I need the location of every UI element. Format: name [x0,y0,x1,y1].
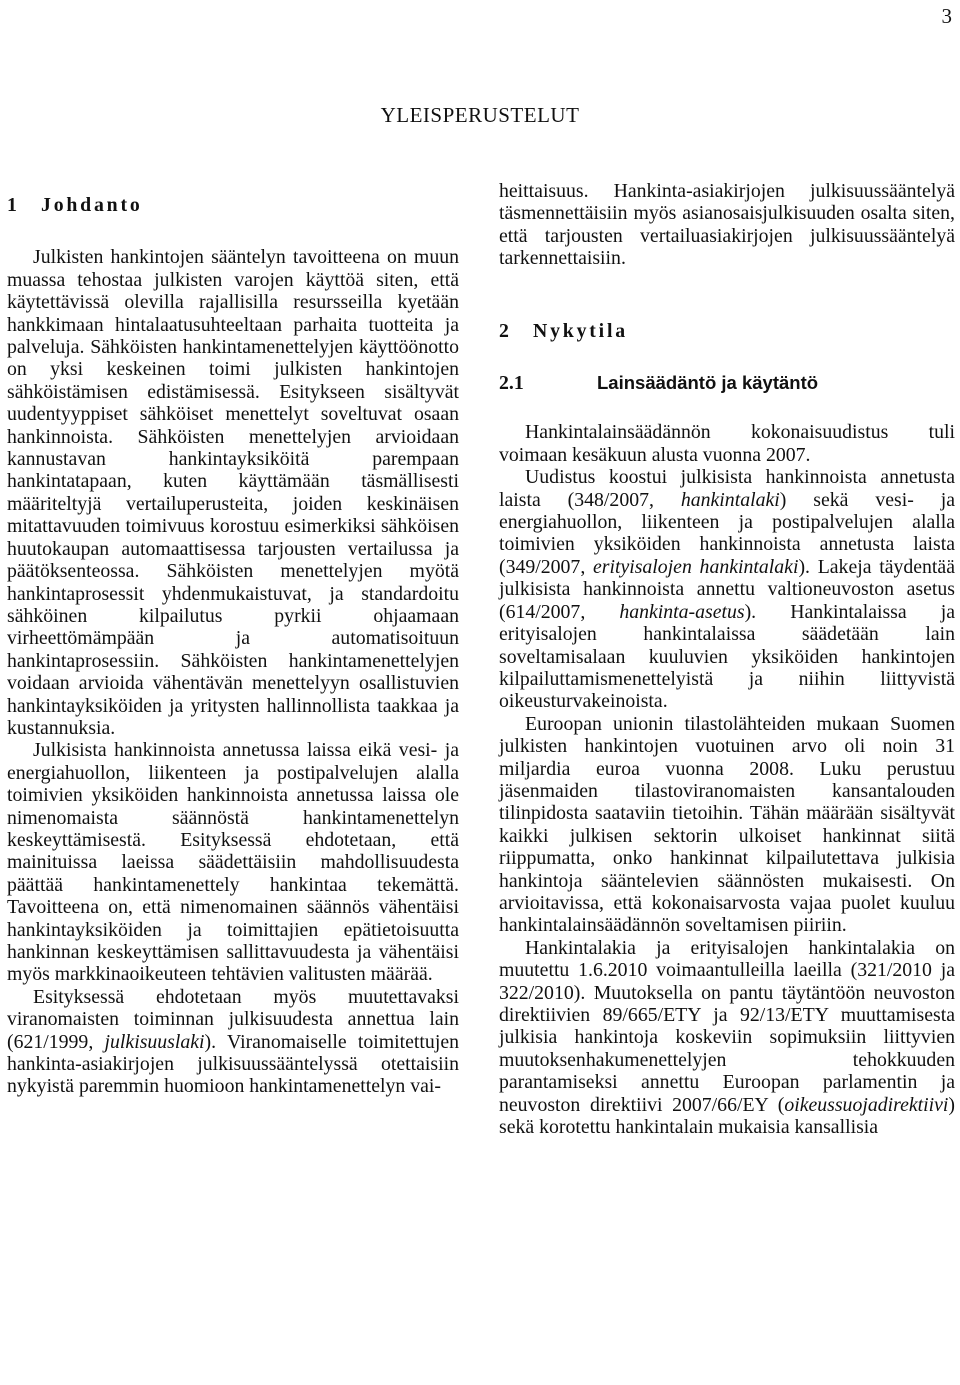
text-run: ). Viranomaiselle toimitettujen hankinta-asiakirjojen julkisuussääntelyssä otettaisiin nykyistä paremmin huomioon hankintamenettelyn vai- [7,1030,459,1098]
right-column [499,180,955,1138]
law-abbreviation: hankintalaki [680,488,780,511]
text-run: ) sekä vesi- ja energiahuollon, liikenteen ja postipalvelujen alalla toimivien yksiköiden hankinnoista annetusta laista (349/2007, [499,488,955,578]
law-abbreviation: julkisuuslaki [104,1030,205,1053]
section-title: Nykytila [533,319,628,342]
section-title: Johdanto [41,194,143,216]
paragraph-julkisuus [7,986,459,1098]
paragraph-tilastot: Euroopan unionin tilastolähteiden mukaan Suomen julkisten hankintojen vuotuinen arvo oli noin 31 miljardia euroa vuonna 2008. Luku perustuu jäsenmaiden tilastoviranomaisten kansantalouden tilinpidosta saataviin tietoihin. Tähän määrään sisältyvät kaikki julkisen sektorin ulkoiset hankinnat siitä riippumatta, onko hankinnat kilpailutettava julkisia hankintoja sääntelevien säännösten mukaisesti. On arvioitavissa, että kokonaisarvosta vajaa puolet kuuluu hankintalainsäädännön soveltamisen piiriin. [499,712,955,937]
paragraph-keskeyttaminen: Julkisista hankinnoista annetussa laissa eikä vesi- ja energiahuollon, liikenteen ja postipalvelujen alalla toimivien yksiköiden hankinnoista annetussa laissa ole nimenomaista säännöstä hankintamenettelyn keskeyttämisestä. Esityksessä ehdotetaan, että mainituissa laeissa säädettäisiin mahdollisuudesta päättää hankintamenettely hankintaa tekemättä. Tavoitteena on, että nimenomainen säännös vähentäisi hankintayksiköiden ja toimittajien epätietoisuutta hankinnan keskeyttämisen sallittavuudesta ja vähentäisi myös markkinaoikeuteen tehtävien valitusten määrää. [7,739,459,986]
page-number: 3 [941,4,952,28]
section-heading-1 [7,194,459,216]
section-number: 2 [499,319,509,342]
paragraph-uudistus [499,466,955,712]
subsection-title: Lainsäädäntö ja käytäntö [597,372,819,394]
paragraph-intro: Julkisten hankintojen sääntelyn tavoitteena on muun muassa tehostaa julkisten varojen käyttöä siten, että käytettävissä olevilla rajallisilla resursseilla kyetään hankkimaan hintalaatusuhteeltaan parhaita tuotteita ja palveluja. Sähköisten hankintamenettelyjen käyttöönotto on yksi keskeinen toimi julkisten hankintojen sähköistämisen edistämisessä. Esitykseen sisältyvät uudentyyppiset sähköiset menettelyt soveltuvat osaan hankinnoista. Sähköisten menettelyjen arvioidaan kannustavan hankintayksiköitä parempaan hankintatapaan, kuten käyttämään täsmällisesti määriteltyjä vertailuperusteita, joiden keskinäisen mitattavuuden toimivuus korostuu esimerkiksi sähköisen huutokaupan automaattisessa tarjousten vertailussa ja päätöksenteossa. Sähköisten menettelyjen myötä hankintaprosessit yhdenmukaistuvat, ja standardoitu sähköinen kilpailutus pyrkii ohjaamaan virheettömämpään ja automatisoituun hankintaprosessiin. Sähköisten hankintamenettelyjen voidaan arvioida vähentävän menettelyyn osallistuvien hankintayksiköiden ja yritysten hallinnollista taakkaa ja kustannuksia. [7,246,459,739]
text-run: Hankintalakia ja erityisalojen hankintalakia on muutettu 1.6.2010 voimaantulleilla laeilla (321/2010 ja 322/2010). Muutoksella on pantu täytäntöön neuvoston direktiivien 89/665/ETY ja 92/13/ETY muuttamisesta julkisia hankintoja koskeviin sopimuksiin liittyvien muutoksenhakumenettelyjen tehokkuuden parantamiseksi annettu Euroopan parlamentin ja neuvoston direktiivi 2007/66/EY ( [499,936,955,1116]
directive-abbreviation: oikeussuojadirektiivi [784,1093,949,1116]
paragraph-muutokset [499,937,955,1139]
subsection-number: 2.1 [499,372,524,395]
section-heading-2 [499,320,955,342]
section-number: 1 [7,194,17,216]
law-abbreviation: erityisalojen hankintalaki [592,555,799,578]
paragraph-continuation: heittaisuus. Hankinta-asiakirjojen julkisuussääntelyä täsmennettäisiin myös asianosaisjulkisuuden osalta siten, että tarjousten vertailuasiakirjojen julkisuussääntelyä tarkennettaisiin. [499,180,955,270]
text-run: ). Hankintalaissa ja erityisalojen hankintalaissa säädetään lain soveltamisalaan kuuluvien yksiköiden hankintojen kilpailuttamismenettelyistä ja niihin liittyvistä oikeusturvakeinoista. [499,600,955,713]
text-run: Uudistus koostui julkisista hankinnoista annetusta laista (348/2007, [499,466,955,511]
law-abbreviation: hankinta-asetus [619,600,745,623]
paragraph-kokonaisuudistus: Hankintalainsäädännön kokonaisuudistus tuli voimaan kesäkuun alusta vuonna 2007. [499,421,955,466]
page-header: YLEISPERUSTELUT [380,103,580,127]
text-run: ). Lakeja täydentää julkisista hankinnoista annettu valtioneuvoston asetus (614/2007, [499,555,955,623]
left-column [7,180,459,1098]
text-run: ) sekä korotettu hankintalain mukaisia kansallisia [499,1093,955,1139]
text-run: Esityksessä ehdotetaan myös muutettavaksi viranomaisten toiminnan julkisuudesta annettua lain (621/1999, [7,985,459,1053]
subsection-heading-2-1 [499,372,955,394]
